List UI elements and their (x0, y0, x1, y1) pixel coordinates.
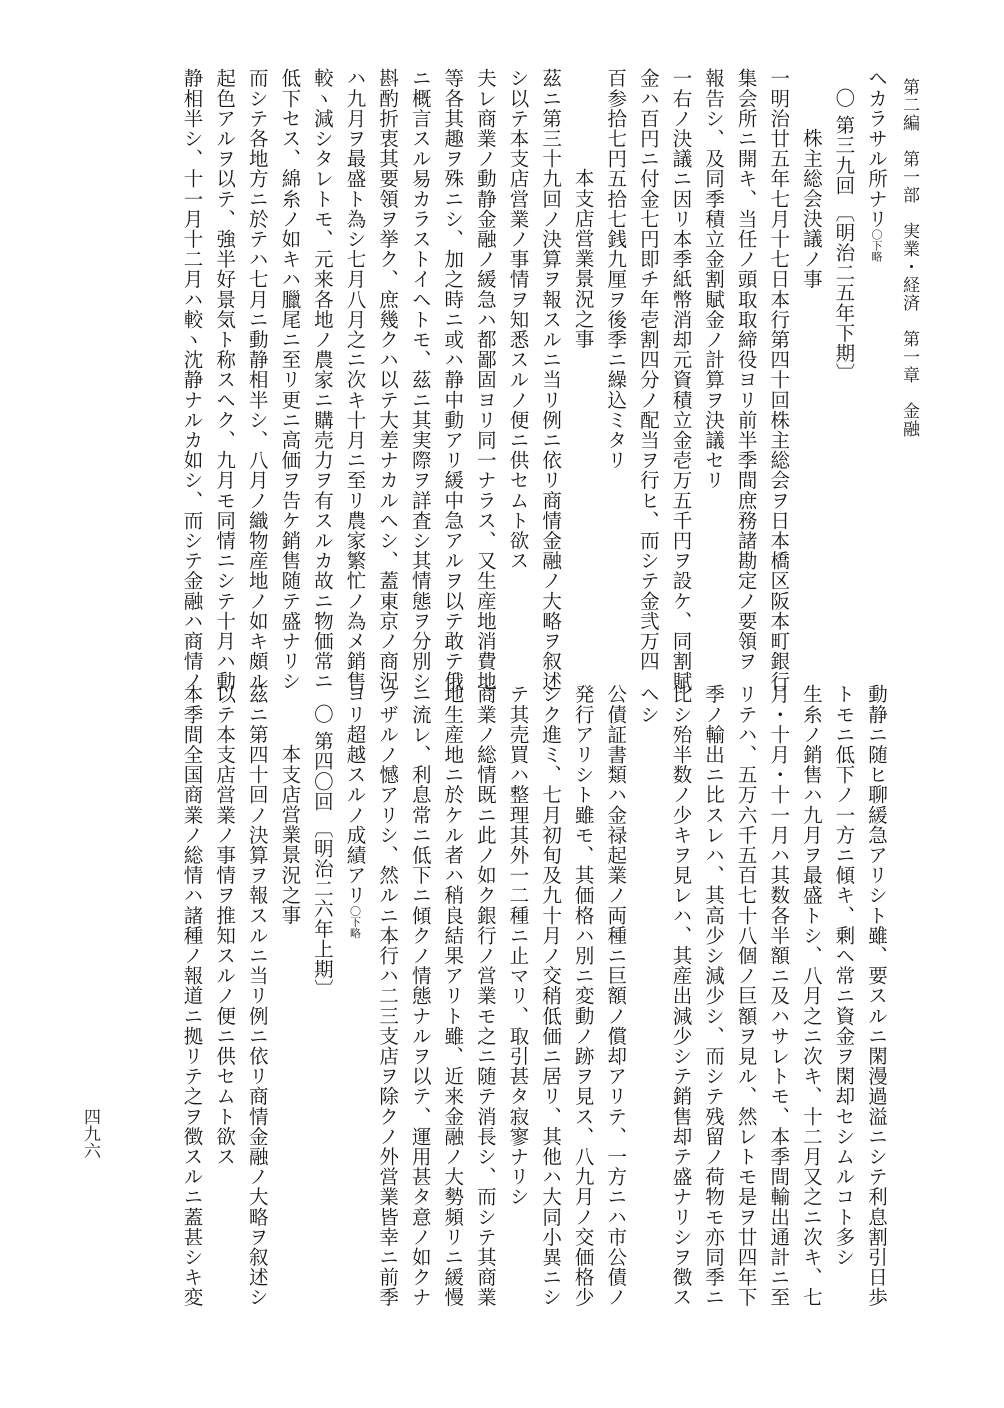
text-column (638, 684, 658, 1334)
column-text: 斟酌折衷其要領ヲ挙ク、庶幾クハ以テ大差ナカルヘシ、蓋東京ノ商況 (376, 68, 400, 692)
text-column (441, 684, 465, 1334)
lower-text-block (106, 684, 886, 1334)
text-column (736, 684, 756, 1334)
column-text: テ其売買ハ整理其外一二種ニ止マリ、取引甚タ寂寥ナリシ (506, 684, 530, 1207)
text-column (410, 684, 430, 1334)
text-column (278, 684, 302, 1334)
column-text: 本支店営業景況之事 (278, 744, 302, 925)
column-text: ラザルノ憾アリシ、然ルニ本行ハ二三支店ヲ除クノ外営業皆幸ニ前季 (376, 684, 400, 1308)
text-column (345, 684, 365, 1334)
column-text: 生糸ノ銷售ハ九月ヲ最盛トシ、八月之ニ次キ、十二月又之ニ次キ、七 (799, 684, 823, 1308)
text-column (475, 684, 495, 1334)
column-text: ヘシ (636, 684, 660, 725)
column-text: ニ概言スル易カラストイヘトモ、茲ニ其実際ヲ詳査シ其情態ヲ分別シ (408, 68, 432, 692)
column-text: ハ九月ヲ最盛ト為シ七月八月之ニ次キ十月ニ至リ農家繁忙ノ為メ銷售 (343, 68, 367, 692)
column-text: 〇 第四〇回 〔明治二六年上期〕 (310, 704, 334, 999)
column-text: 而シテ各地方ニ於テハ七月ニ動静相半シ、八月ノ織物産地ノ如キ頗ル (245, 68, 269, 692)
column-text: 較ヽ減シタレトモ、元来各地ノ農家ニ購売力ヲ有スルカ故ニ物価常ニ (310, 68, 334, 692)
column-text: 発行アリシト雖モ、其価格ハ別ニ変動ノ跡ヲ見ス、八九月ノ交価格少 (571, 684, 595, 1308)
column-text: 一右ノ決議ニ因リ本季紙幣消却元資積立金壱万五千円ヲ設ケ、同割賦 (669, 68, 693, 692)
column-text: 低下セス、綿糸ノ如キハ臘尾ニ至リ更ニ高価ヲ告ケ銷售随テ盛ナリシ (278, 68, 302, 692)
text-column (767, 68, 791, 692)
text-column (832, 68, 856, 648)
text-column (866, 68, 886, 648)
text-column (767, 684, 791, 1334)
column-text: 月・十月・十一月ハ其数各半額ニ及ハサレトモ、本季間輸出通計ニ至 (767, 684, 791, 1308)
text-column (213, 684, 237, 1334)
text-column (801, 684, 821, 1334)
text-column (506, 684, 530, 1334)
text-column (312, 684, 332, 1334)
column-text: 等各其趣ヲ殊ニシ、加之時ニ或ハ静中動アリ緩中急アルヲ以テ敢テ俄 (441, 68, 465, 692)
text-column (866, 684, 886, 1334)
text-column (310, 68, 334, 692)
text-column (702, 68, 726, 648)
column-text: 地生産地ニ於ケル者ハ稍良結果アリト雖、近来金融ノ大勢頻リニ緩慢 (441, 684, 465, 1308)
text-column (539, 684, 563, 1334)
column-text: 茲ニ第四十回ノ決算ヲ報スルニ当リ例ニ依リ商情金融ノ大略ヲ叙述シ (245, 684, 269, 1308)
text-column (247, 684, 267, 1334)
column-text: 茲ニ第三十九回ノ決算ヲ報スルニ当リ例ニ依リ商情金融ノ大略ヲ叙述 (539, 68, 563, 692)
text-column (506, 68, 530, 648)
text-column (182, 684, 202, 1334)
text-column (573, 684, 593, 1334)
column-text: 集会所ニ開キ、当任ノ頭取取締役ヨリ前半季間庶務諸勘定ノ要領ヲ (734, 68, 758, 671)
column-text: 本支店営業景況之事 (571, 168, 595, 349)
column-text: 百参拾七円五拾七銭九厘ヲ後季ニ繰込ミタリ (604, 68, 628, 470)
column-text: 〇 第三九回 〔明治二五年下期〕 (832, 88, 856, 383)
omission-note: 〇下略 (870, 228, 883, 262)
text-column (408, 68, 432, 692)
column-text: 動静ニ随ヒ聊緩急アリシト雖、要スルニ閑漫過溢ニシテ利息割引日歩 (865, 684, 888, 1308)
column-text: 公債証書類ハ金禄起業ノ両種ニ巨額ノ償却アリテ、一方ニハ市公債ノ (604, 684, 628, 1308)
text-column (245, 68, 269, 692)
column-text: 報告シ、及同季積立金割賦金ノ計算ヲ決議セリ (702, 68, 726, 491)
column-text: 本季間全国商業ノ総情ハ諸種ノ報道ニ拠リテ之ヲ徴スルニ蓋甚シキ変 (180, 684, 204, 1308)
text-column (180, 68, 204, 692)
column-text: シ以テ本支店営業ノ事情ヲ知悉スルノ便ニ供セムト欲ス (506, 68, 530, 571)
column-text: ニ流レ、利息常ニ低下ニ傾クノ情態ナルヲ以テ、運用甚タ意ノ如クナ (408, 684, 432, 1308)
upper-text-block (106, 68, 888, 692)
column-text: リテハ、五万六千五百七十八個ノ巨額ヲ見ル、然レトモ是ヲ廿四年下 (734, 684, 758, 1308)
column-text: 比シ殆半数ノ少キヲ見レハ、其産出減少シテ銷售却テ盛ナリシヲ徴ス (669, 684, 693, 1308)
text-column (669, 68, 693, 692)
omission-note: 〇下略 (348, 905, 362, 939)
column-text: 株主総会決議ノ事 (799, 128, 823, 289)
text-column (376, 684, 400, 1334)
column-text: 一明治廿五年七月十七日本行第四十回株主総会ヲ日本橋区阪本町銀行 (767, 68, 791, 692)
text-column (573, 68, 593, 648)
text-column (734, 68, 758, 671)
column-text: 季ノ輸出ニ比スレハ、其高少シ減少シ、而シテ残留ノ荷物モ亦同季ニ (702, 684, 726, 1308)
column-text: 静相半シ、十一月十二月ハ較ヽ沈静ナルカ如シ、而シテ金融ハ商情ノ (180, 68, 204, 692)
running-header: 第二編 第一部 実業・経済 第一章 金融 (899, 78, 919, 438)
text-column (539, 68, 563, 692)
text-column (376, 68, 400, 692)
text-column (213, 68, 237, 692)
text-column (441, 68, 465, 692)
text-column (832, 684, 856, 1334)
text-column (636, 68, 660, 671)
text-column (604, 684, 628, 1334)
text-column (702, 684, 726, 1334)
text-column (278, 68, 302, 692)
column-text: 夫レ商業ノ動静金融ノ緩急ハ都鄙固ヨリ同一ナラス、又生産地消費地 (473, 68, 497, 692)
page-number: 四九六 (80, 1108, 100, 1159)
text-column (801, 68, 821, 648)
text-column (343, 68, 367, 692)
column-text: 金ハ百円ニ付金七円即チ年壱割四分ノ配当ヲ行ヒ、而シテ金弐万四 (636, 68, 660, 671)
text-column (473, 68, 497, 692)
column-text: ヨリ超越スルノ成績アリ (343, 684, 367, 906)
column-text: ヘカラサル所ナリ (865, 68, 888, 229)
text-column (669, 684, 693, 1334)
column-text: 以テ本支店営業ノ事情ヲ推知スルノ便ニ供セムト欲ス (213, 684, 237, 1167)
column-text: シク進ミ、七月初旬及九十月ノ交稍低価ニ居リ、其他ハ大同小異ニシ (539, 684, 563, 1308)
column-text: 起色アルヲ以テ、強半好景気ト称スヘク、九月モ同情ニシテ十月ハ動 (213, 68, 237, 692)
text-column (604, 68, 628, 648)
column-text: 商業ノ総情既ニ此ノ如ク銀行ノ営業モ之ニ随テ消長シ、而シテ其商業 (473, 684, 497, 1308)
column-text: トモニ低下ノ一方ニ傾キ、剰ヘ常ニ資金ヲ閑却セシムルコト多シ (832, 684, 856, 1267)
